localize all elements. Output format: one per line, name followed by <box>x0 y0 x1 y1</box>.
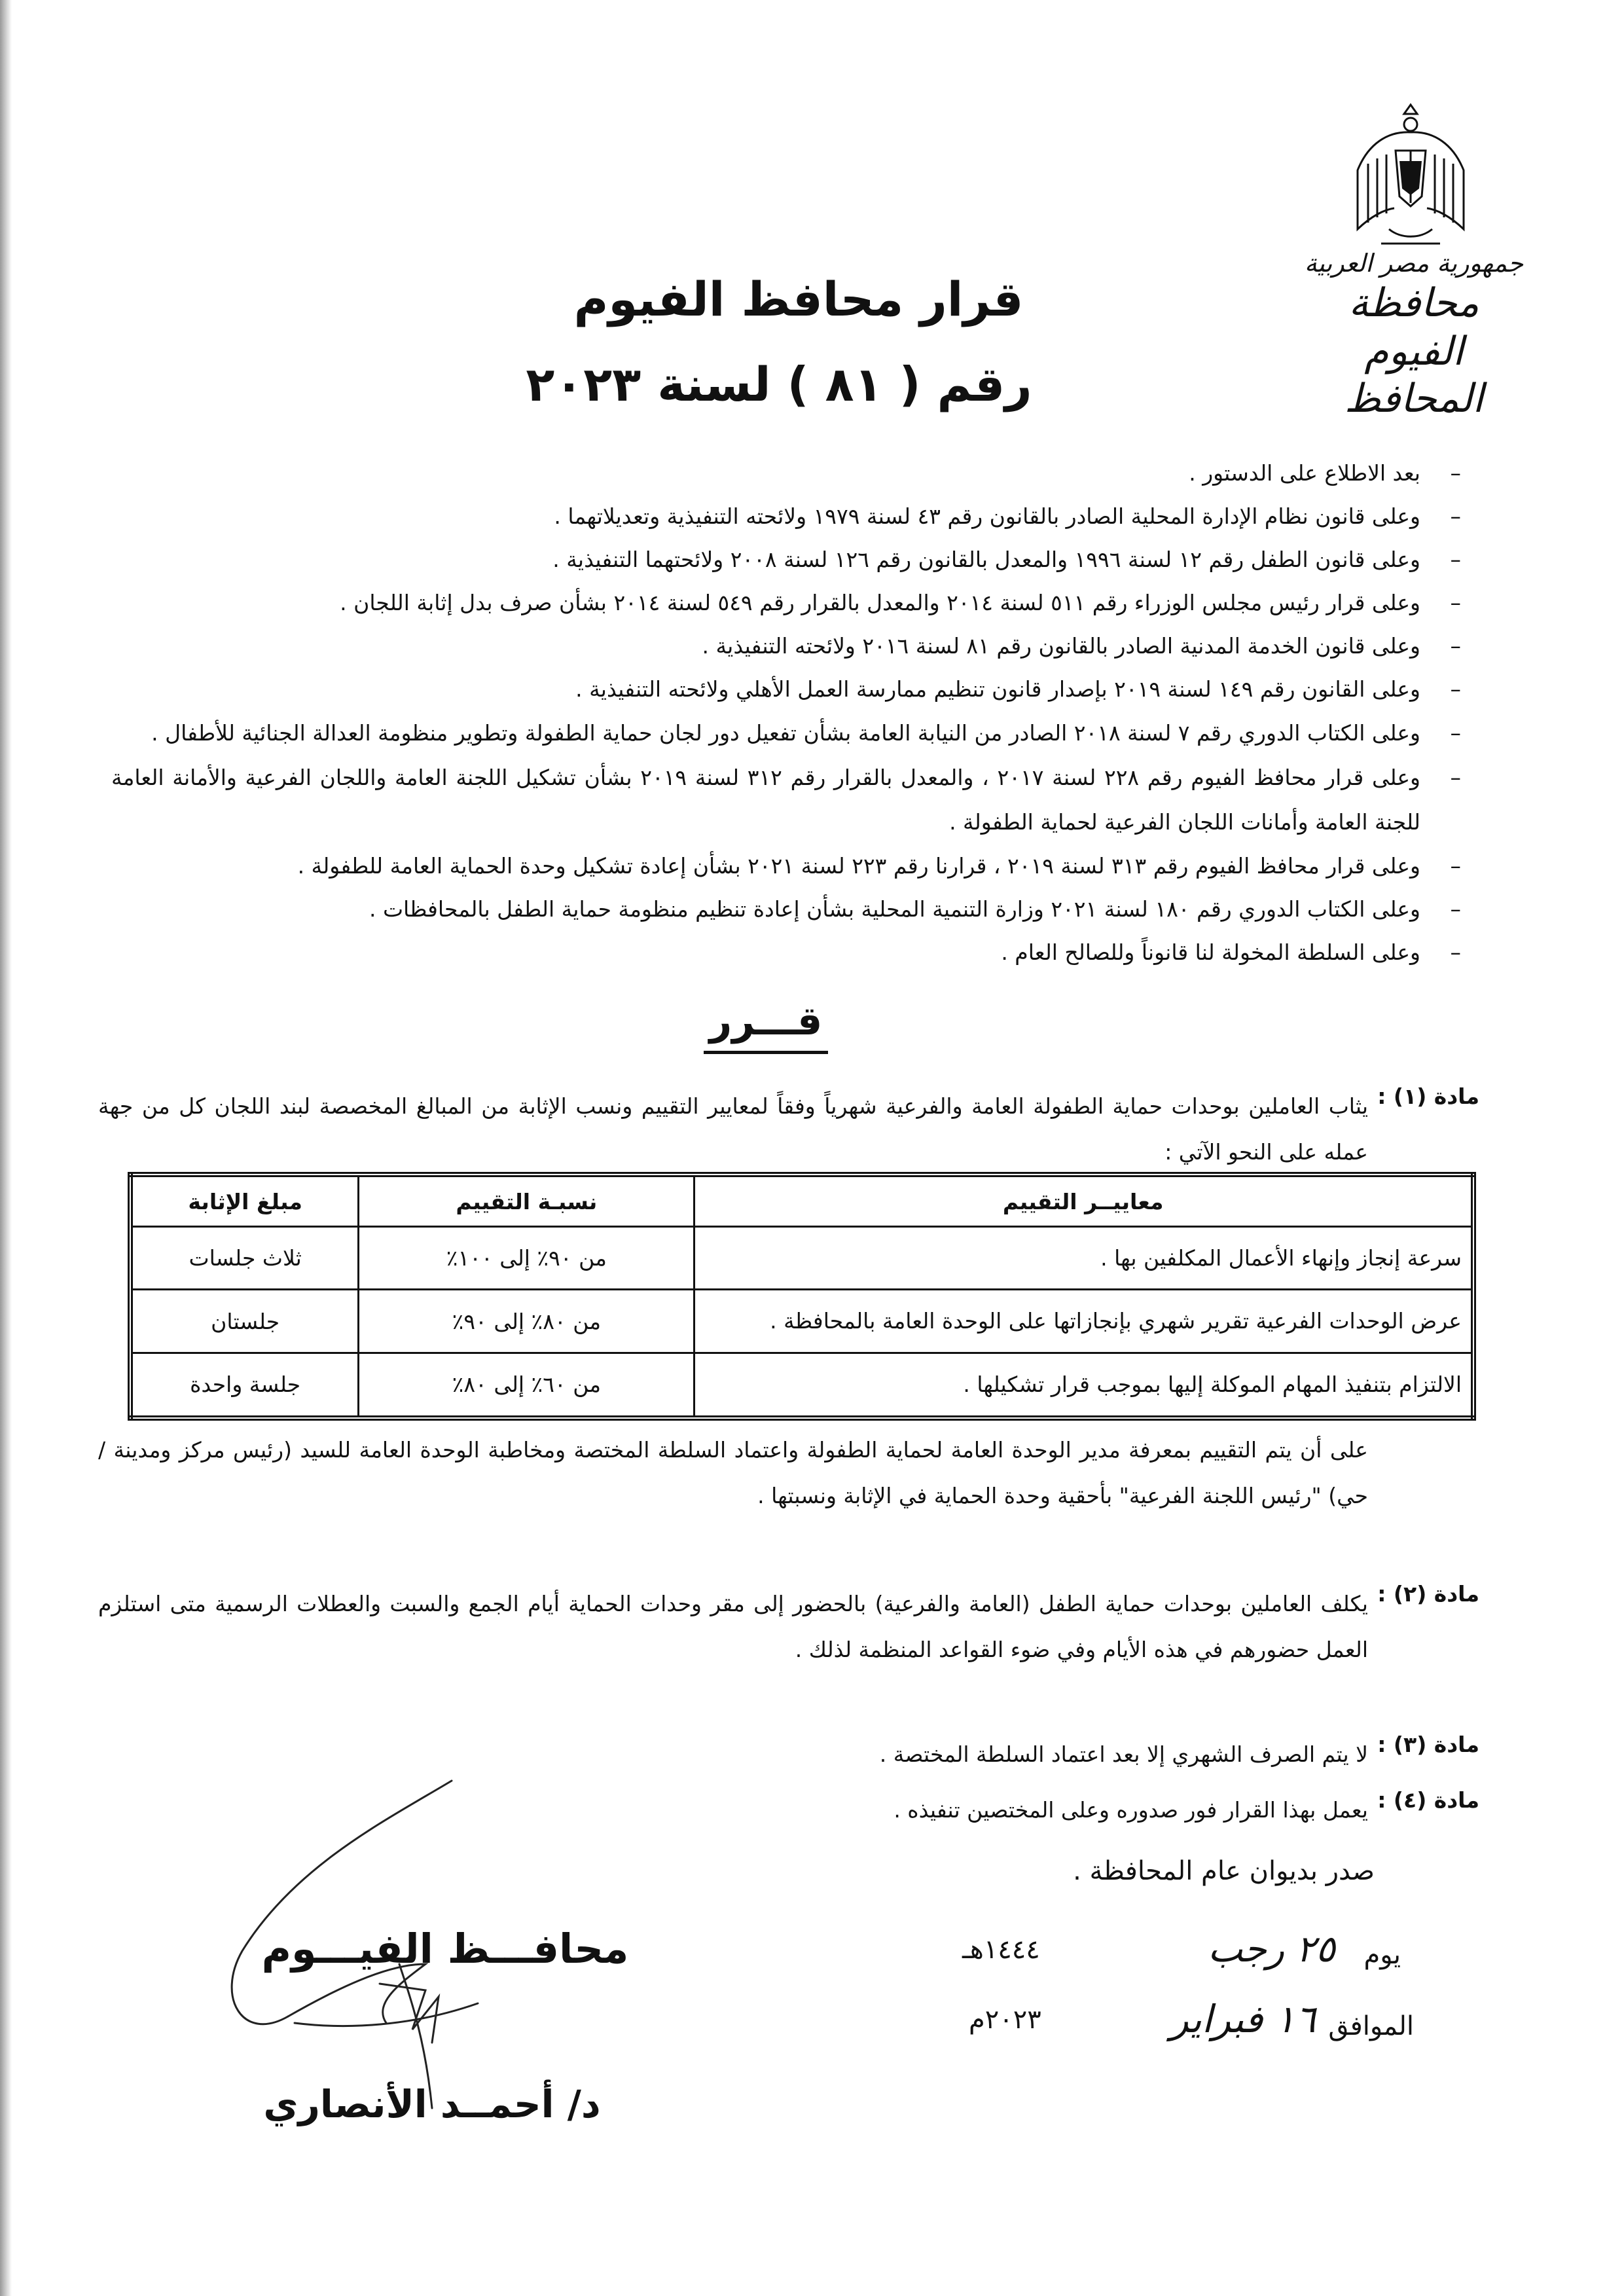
reward-cell: ثلاث جلسات <box>130 1227 359 1290</box>
article-1 <box>98 1084 1479 1175</box>
emblem-line-country: جمهورية مصر العربية <box>1304 249 1524 278</box>
table-row <box>130 1227 1473 1290</box>
preamble-item: – وعلى قرار محافظ الفيوم رقم ٣١٣ لسنة ٢٠١٩ ، قرارنا رقم ٢٢٣ لسنة ٢٠٢١ بشأن إعادة تشكيل وحدة الحماية العامة للطفولة . <box>297 853 1461 879</box>
date-hijri <box>962 1928 1401 1987</box>
date-greg-year: ٢٠٢٣م <box>969 2005 1041 2035</box>
preamble-item: – وعلى القانون رقم ١٤٩ لسنة ٢٠١٩ بإصدار قانون تنظيم ممارسة العمل الأهلي ولائحته التنفيذية . <box>575 676 1461 702</box>
preamble-item: – وعلى قانون الطفل رقم ١٢ لسنة ١٩٩٦ والمعدل بالقانون رقم ١٢٦ لسنة ٢٠٠٨ ولائحتهما التنفيذية . <box>552 547 1461 572</box>
article-1-note: على أن يتم التقييم بمعرفة مدير الوحدة العامة لحماية الطفولة واعتماد السلطة المختصة ومخاطبة الوحدة العامة للسيد (رئيس مركز ومدينة / حي) "رئيس اللجنة الفرعية" بأحقية وحدة الحماية في الإثابة ونسبتها . <box>98 1437 1368 1508</box>
emblem-line-governorate: محافظة الفيوم <box>1348 280 1479 374</box>
article-1-text: يثاب العاملين بوحدات حماية الطفولة العامة والفرعية شهرياً وفقاً لمعايير التقييم ونسب الإثابة من المبالغ المخصصة لبند اللجان كل من جهة عمله على النحو الآتي : <box>98 1093 1368 1165</box>
article-4-text: يعمل بهذا القرار فور صدوره وعلى المختصين تنفيذه . <box>893 1797 1368 1823</box>
article-2 <box>98 1581 1479 1673</box>
rating-cell: من ٩٠٪ إلى ١٠٠٪ <box>359 1227 695 1290</box>
criteria-cell: سرعة إنجاز وإنهاء الأعمال المكلفين بها . <box>695 1227 1473 1290</box>
article-1-label: مادة (١) : <box>1377 1084 1479 1109</box>
preamble-item: – وعلى قانون الخدمة المدنية الصادر بالقانون رقم ٨١ لسنة ٢٠١٦ ولائحته التنفيذية . <box>702 633 1461 659</box>
article-2-label: مادة (٢) : <box>1377 1581 1479 1607</box>
header-rating: نسبـة التقييم <box>359 1175 695 1227</box>
date-greg-prefix: الموافق <box>1328 2011 1414 2041</box>
table-row <box>130 1290 1473 1353</box>
governor-name: د/ أحمــد الأنصاري <box>263 2082 601 2126</box>
article-3-text: لا يتم الصرف الشهري إلا بعد اعتماد السلطة المختصة . <box>879 1741 1368 1767</box>
header-reward: مبلغ الإثابة <box>130 1175 359 1227</box>
rating-cell: من ٦٠٪ إلى ٨٠٪ <box>359 1353 695 1418</box>
table-header-row <box>130 1175 1473 1227</box>
date-hijri-handwritten: ٢٥ رجب <box>1208 1928 1335 1971</box>
governor-title: محافـــظ الفيـــوم <box>261 1925 629 1973</box>
date-greg-handwritten: ١٦ فبراير <box>1170 1997 1316 2041</box>
preamble-item: – وعلى السلطة المخولة لنا قانوناً وللصالح العام . <box>1001 939 1461 965</box>
date-gregorian <box>962 1997 1414 2062</box>
reward-cell: جلسة واحدة <box>130 1353 359 1418</box>
criteria-cell: الالتزام بتنفيذ المهام الموكلة إليها بموجب قرار تشكيلها . <box>695 1353 1473 1418</box>
preamble-item: – وعلى الكتاب الدوري رقم ٧ لسنة ٢٠١٨ الصادر من النيابة العامة بشأن تفعيل دور لجان حماية الطفولة وتطوير منظومة العدالة الجنائية للأطفال . <box>151 720 1461 746</box>
document-title: قرار محافظ الفيوم <box>573 272 1024 327</box>
date-hijri-prefix: يوم <box>1363 1940 1401 1970</box>
table-row <box>130 1353 1473 1418</box>
evaluation-table <box>128 1172 1476 1421</box>
preamble <box>111 452 1460 974</box>
article-2-text: يكلف العاملين بوحدات حماية الطفل (العامة والفرعية) بالحضور إلى مقر وحدات الحماية أيام الجمع والسبت والعطلات الرسمية متى استلزم العمل حضورهم في هذه الأيام وفي ضوء القواعد المنظمة لذلك . <box>98 1591 1368 1662</box>
reward-cell: جلستان <box>130 1290 359 1353</box>
preamble-item: – وعلى الكتاب الدوري رقم ١٨٠ لسنة ٢٠٢١ وزارة التنمية المحلية بشأن إعادة تنظيم منظومة حماية الطفل بالمحافظات . <box>369 896 1461 922</box>
emblem-line-governor: المحافظ <box>1344 376 1484 422</box>
decision-heading: قـــرر <box>709 998 823 1044</box>
decree-number: رقم ( ٨١ ) لسنة ٢٠٢٣ <box>526 357 1032 412</box>
header-criteria: معاييــر التقييم <box>695 1175 1473 1227</box>
criteria-cell: عرض الوحدات الفرعية تقرير شهري بإنجازاتها على الوحدة العامة بالمحافظة . <box>695 1290 1473 1353</box>
issued-at: صدر بديوان عام المحافظة . <box>1073 1856 1375 1886</box>
preamble-item: – وعلى قانون نظام الإدارة المحلية الصادر بالقانون رقم ٤٣ لسنة ١٩٧٩ ولائحته التنفيذية وتعديلاتهما . <box>554 503 1461 529</box>
article-4-label: مادة (٤) : <box>1377 1787 1479 1813</box>
decision-heading-underline <box>704 1051 828 1054</box>
eagle-emblem-icon <box>1348 98 1473 255</box>
date-hijri-year: ١٤٤٤هـ <box>962 1935 1040 1965</box>
preamble-item: – وعلى قرار محافظ الفيوم رقم ٢٢٨ لسنة ٢٠١٧ ، والمعدل بالقرار رقم ٣١٢ لسنة ٢٠١٩ بشأن تشكيل اللجنة العامة واللجان الفرعية والأمانة العامة للجنة العامة وأمانات اللجان الفرعية لحماية الطفولة . <box>111 765 1461 835</box>
rating-cell: من ٨٠٪ إلى ٩٠٪ <box>359 1290 695 1353</box>
scan-edge <box>0 0 12 2296</box>
article-3-label: مادة (٣) : <box>1377 1732 1479 1757</box>
emblem-caption <box>1303 247 1525 422</box>
preamble-item: – بعد الاطلاع على الدستور . <box>1189 460 1461 486</box>
preamble-item: – وعلى قرار رئيس مجلس الوزراء رقم ٥١١ لسنة ٢٠١٤ والمعدل بالقرار رقم ٥٤٩ لسنة ٢٠١٤ بشأن صرف بدل إثابة اللجان . <box>340 590 1461 615</box>
